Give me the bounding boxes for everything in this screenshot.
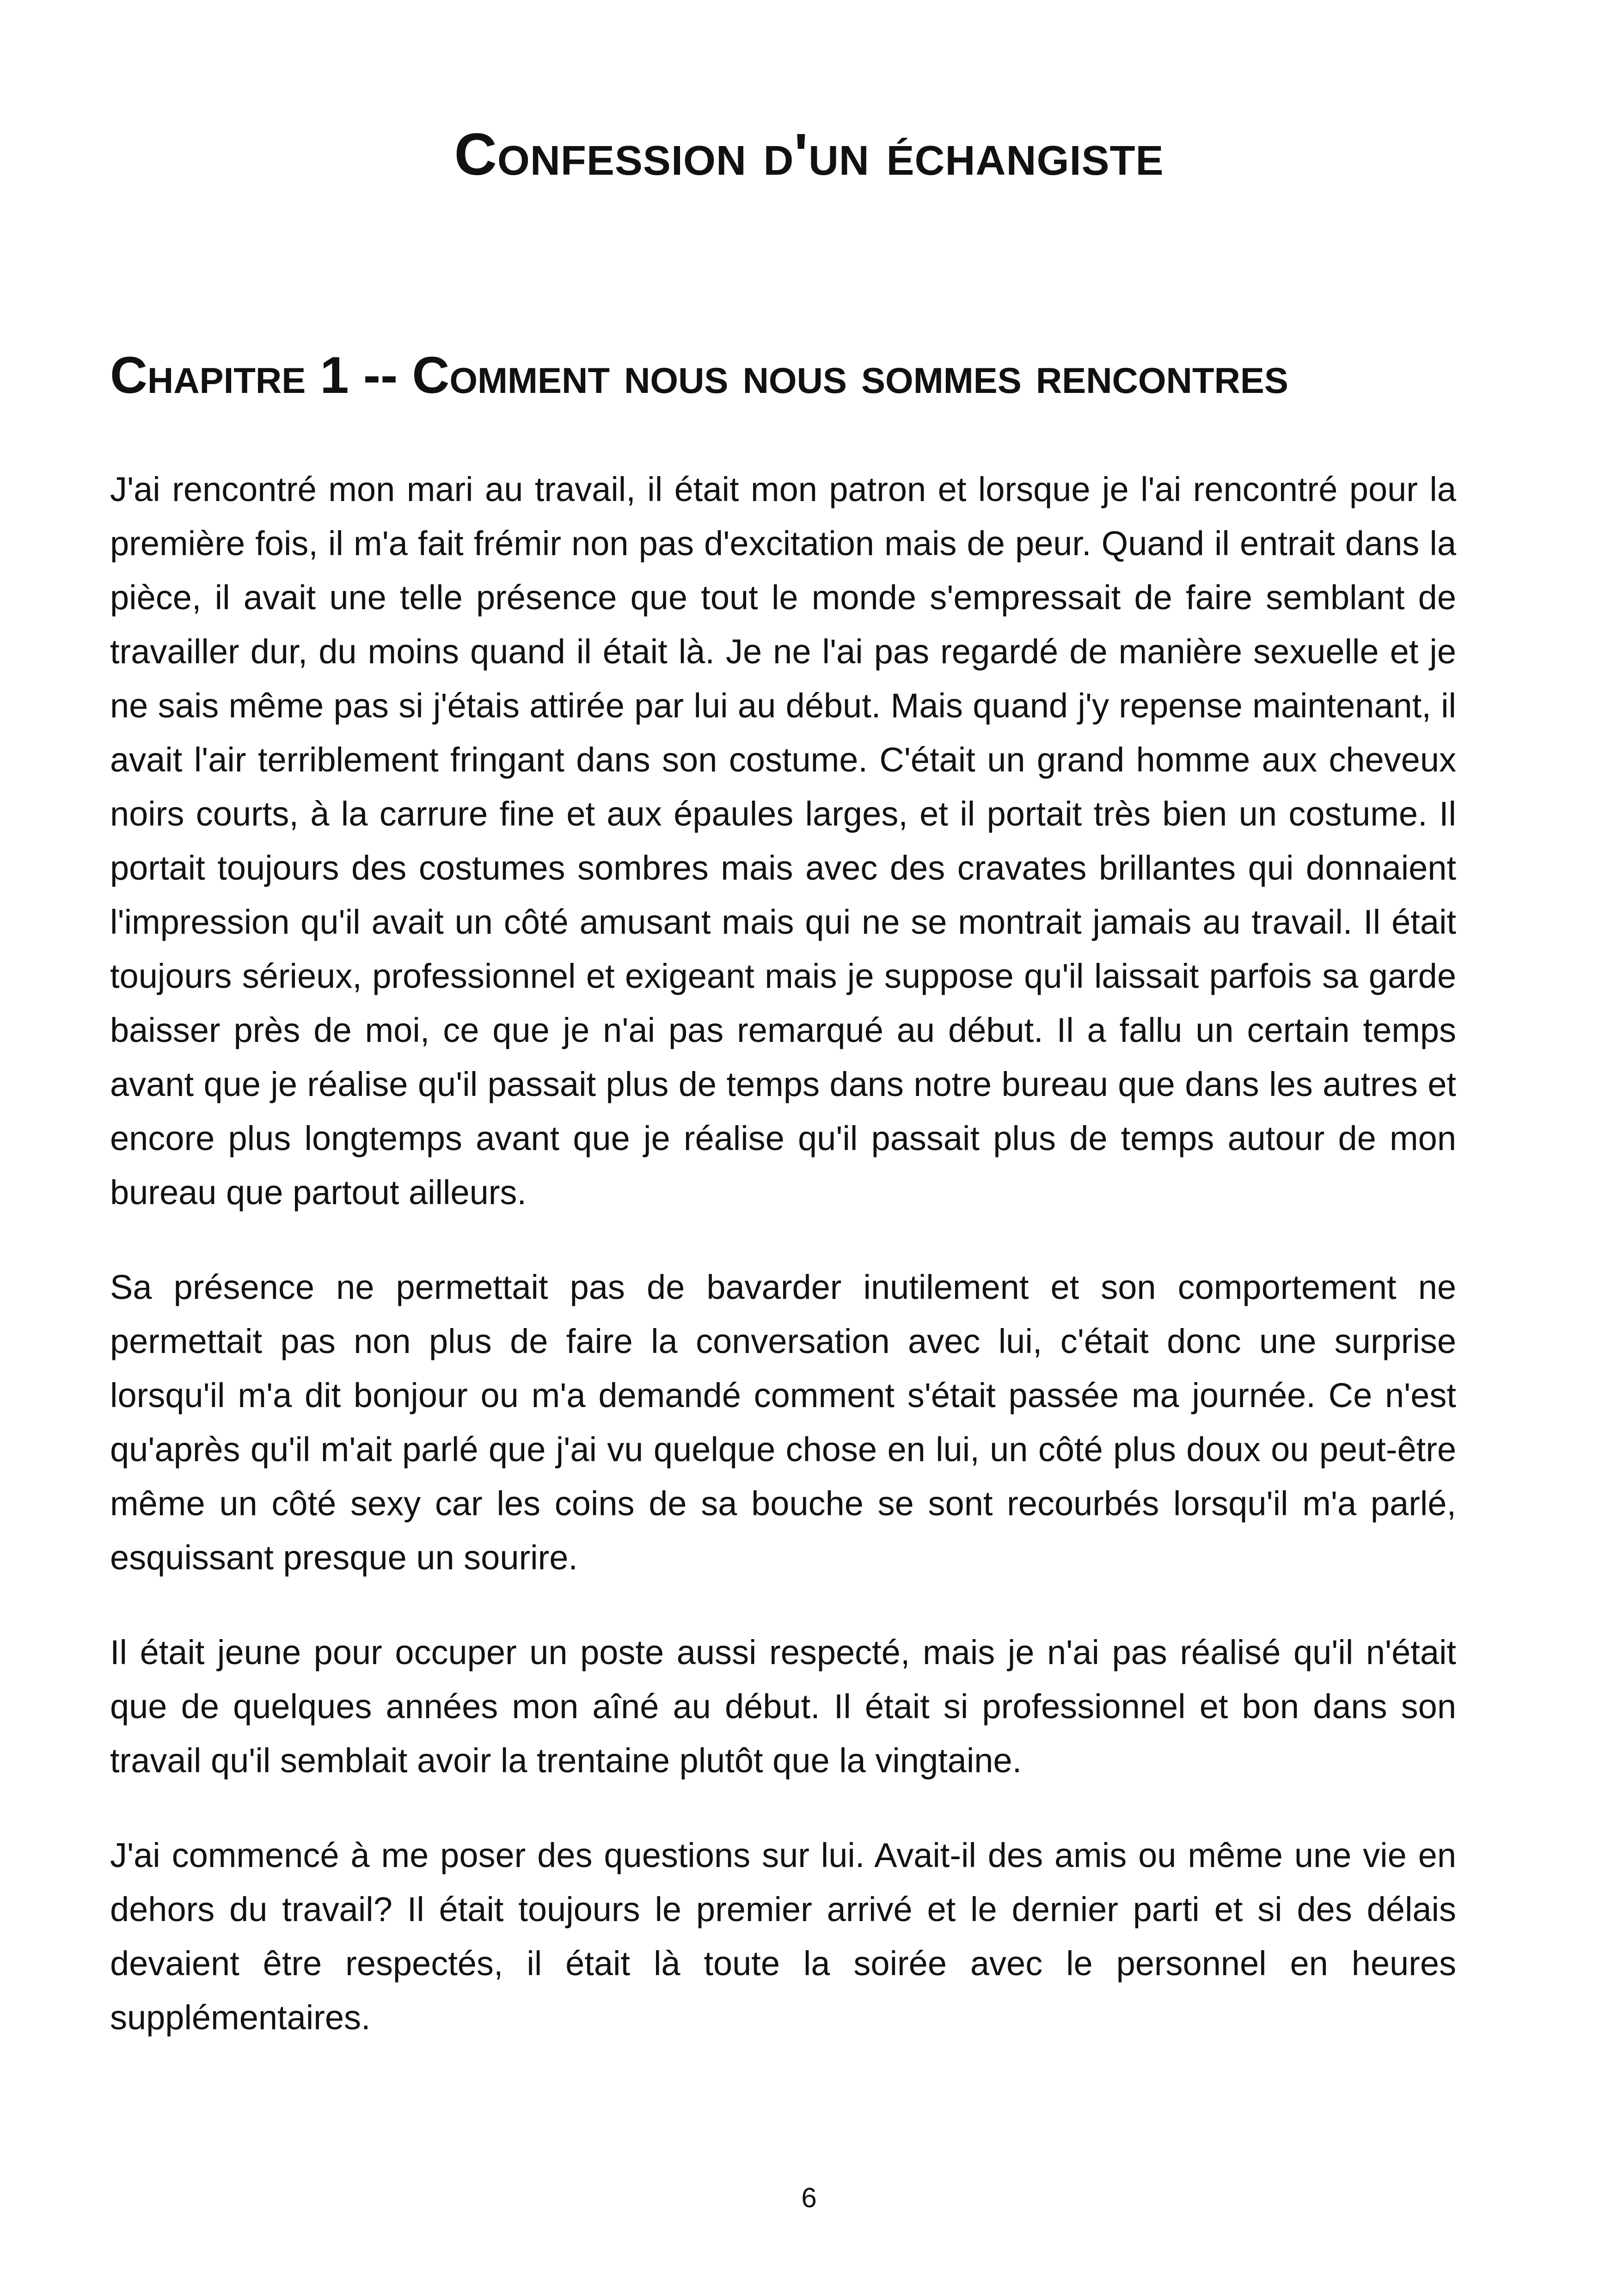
paragraph-3: Il était jeune pour occuper un poste aussi respecté, mais je n'ai pas réalisé qu'il n'était que de quelques années mon aîné au début. Il était si professionnel et bon dans son travail qu'il semblait avoir la trentaine plutôt que la vingtaine. (110, 1633, 1456, 1780)
page-number: 6 (801, 2182, 817, 2213)
paragraph-2: Sa présence ne permettait pas de bavarder inutilement et son comportement ne permettait pas non plus de faire la conversation avec lui, c'était donc une surprise lorsqu'il m'a dit bonjour ou m'a demandé comment s'était passée ma journée. Ce n'est qu'après qu'il m'ait parlé que j'ai vu quelque chose en lui, un côté plus doux ou peut-être même un côté sexy car les coins de sa bouche se sont recourbés lorsqu'il m'a parlé, esquissant presque un sourire. (110, 1268, 1456, 1577)
chapter-body (110, 462, 1456, 2085)
chapter-title: Chapitre 1 -- Comment nous nous sommes rencontres (110, 346, 1288, 404)
paragraph-4: J'ai commencé à me poser des questions sur lui. Avait-il des amis ou même une vie en dehors du travail? Il était toujours le premier arrivé et le dernier parti et si des délais devaient être respectés, il était là toute la soirée avec le personnel en heures supplémentaires. (110, 1836, 1456, 2037)
book-title: Confession d'un échangiste (454, 122, 1164, 188)
paragraph-1: J'ai rencontré mon mari au travail, il était mon patron et lorsque je l'ai rencontré pour la première fois, il m'a fait frémir non pas d'excitation mais de peur. Quand il entrait dans la pièce, il avait une telle présence que tout le monde s'empressait de faire semblant de travailler dur, du moins quand il était là. Je ne l'ai pas regardé de manière sexuelle et je ne sais même pas si j'étais attirée par lui au début. Mais quand j'y repense maintenant, il avait l'air terriblement fringant dans son costume. C'était un grand homme aux cheveux noirs courts, à la carrure fine et aux épaules larges, et il portait très bien un costume. Il portait toujours des costumes sombres mais avec des cravates brillantes qui donnaient l'impression qu'il avait un côté amusant mais qui ne se montrait jamais au travail. Il était toujours sérieux, professionnel et exigeant mais je suppose qu'il laissait parfois sa garde baisser près de moi, ce que je n'ai pas remarqué au début. Il a fallu un certain temps avant que je réalise qu'il passait plus de temps dans notre bureau que dans les autres et encore plus longtemps avant que je réalise qu'il passait plus de temps autour de mon bureau que partout ailleurs. (110, 470, 1456, 1212)
